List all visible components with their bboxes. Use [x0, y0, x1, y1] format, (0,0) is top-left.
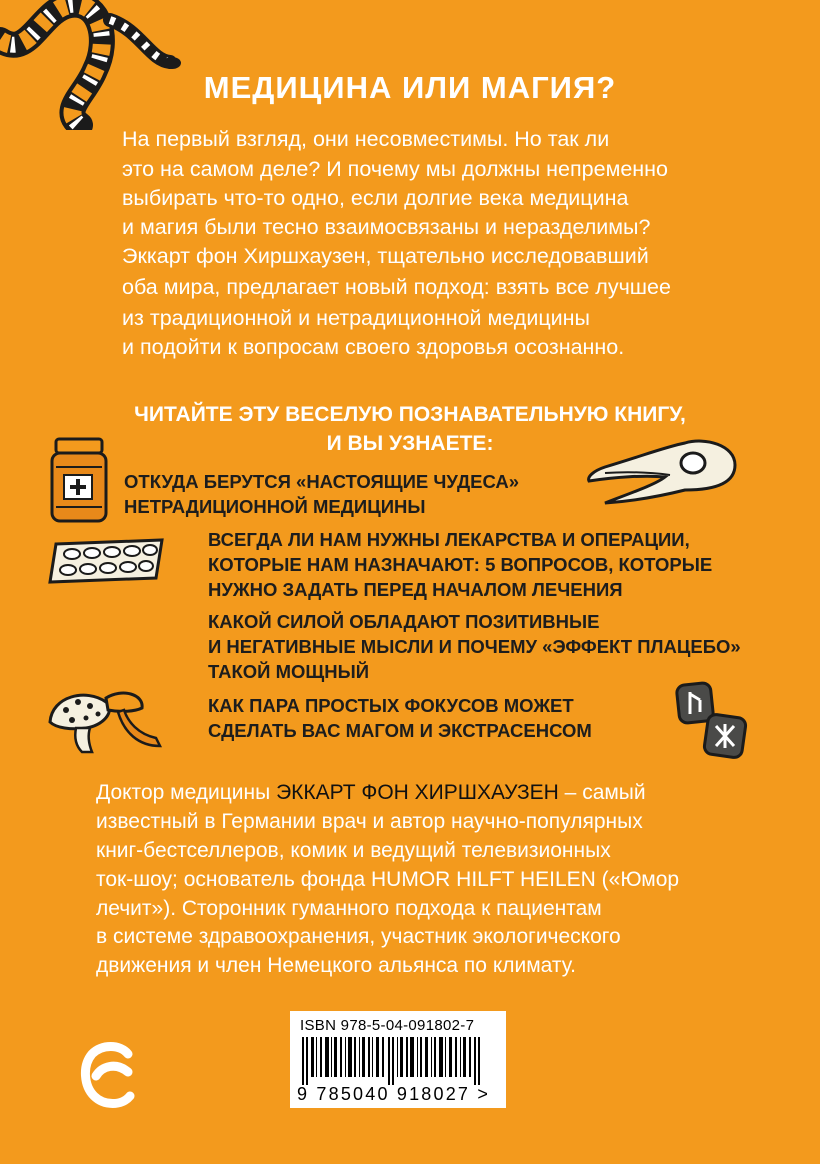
publisher-logo-icon — [80, 1040, 140, 1110]
barcode-digits: 9 785040 918027 > — [297, 1084, 491, 1104]
intro-line: из традиционной и нетрадиционной медицины — [122, 306, 590, 330]
bio-line: движения и член Немецкого альянса по климату. — [96, 954, 576, 977]
isbn-label: ISBN 978-5-04-091802-7 — [300, 1017, 475, 1034]
feature-item — [208, 527, 712, 602]
author-name: ЭККАРТ ФОН ХИРШХАУЗЕН — [276, 781, 559, 804]
feature-line: НУЖНО ЗАДАТЬ ПЕРЕД НАЧАЛОМ ЛЕЧЕНИЯ — [208, 579, 623, 600]
intro-line: и магия были тесно взаимосвязаны и неразделимы? — [122, 215, 651, 239]
subtitle-line: И ВЫ УЗНАЕТЕ: — [326, 432, 494, 455]
feature-line: ВСЕГДА ЛИ НАМ НУЖНЫ ЛЕКАРСТВА И ОПЕРАЦИИ, — [208, 529, 690, 550]
bio-line: ток-шоу; основатель фонда HUMOR HILFT HEILEN («Юмор — [96, 868, 680, 891]
feature-line: НЕТРАДИЦИОННОЙ МЕДИЦИНЫ — [124, 496, 426, 517]
bio-line: известный в Германии врач и автор научно-популярных — [96, 810, 643, 833]
barcode-bars — [300, 1037, 500, 1085]
intro-line: Эккарт фон Хиршхаузен, тщательно исследовавший — [122, 244, 649, 268]
bird-skull-icon — [585, 435, 740, 510]
feature-line: ОТКУДА БЕРУТСЯ «НАСТОЯЩИЕ ЧУДЕСА» — [124, 471, 520, 492]
intro-line: это на самом деле? И почему мы должны непременно — [122, 157, 669, 181]
feature-line: СДЕЛАТЬ ВАС МАГОМ И ЭКСТРАСЕНСОМ — [208, 720, 592, 741]
bio-line: в системе здравоохранения, участник экологического — [96, 925, 621, 948]
pill-bottle-icon — [48, 437, 110, 525]
feature-item — [208, 693, 592, 743]
intro-line: выбирать что-то одно, если долгие века медицина — [122, 186, 629, 210]
pill-blister-icon — [46, 538, 166, 584]
feature-line: КОТОРЫЕ НАМ НАЗНАЧАЮТ: 5 ВОПРОСОВ, КОТОРЫЕ — [208, 554, 713, 575]
snake-icon — [0, 0, 190, 130]
bio-text: Доктор медицины — [96, 781, 277, 804]
bio-line: книг-бестселлеров, комик и ведущий телевизионных — [96, 839, 611, 862]
intro-line: оба мира, предлагает новый подход: взять все лучшее — [122, 275, 671, 299]
feature-item — [124, 469, 519, 519]
bio-line — [96, 780, 646, 806]
feature-item — [208, 609, 741, 684]
intro-line: и подойти к вопросам своего здоровья осознанно. — [122, 335, 625, 359]
bio-line: лечит»). Сторонник гуманного подхода к пациентам — [96, 897, 602, 920]
feature-line: КАК ПАРА ПРОСТЫХ ФОКУСОВ МОЖЕТ — [208, 695, 574, 716]
feature-line: И НЕГАТИВНЫЕ МЫСЛИ И ПОЧЕМУ «ЭФФЕКТ ПЛАЦЕБО» — [208, 636, 741, 657]
feature-line: КАКОЙ СИЛОЙ ОБЛАДАЮТ ПОЗИТИВНЫЕ — [208, 611, 600, 632]
feature-line: ТАКОЙ МОЩНЫЙ — [208, 661, 370, 682]
mushrooms-icon — [46, 682, 166, 754]
page-heading: МЕДИЦИНА ИЛИ МАГИЯ? — [203, 70, 617, 105]
bio-text: – самый — [558, 781, 646, 804]
intro-line: На первый взгляд, они несовместимы. Но так ли — [122, 127, 610, 151]
subtitle-line: ЧИТАЙТЕ ЭТУ ВЕСЕЛУЮ ПОЗНАВАТЕЛЬНУЮ КНИГУ, — [134, 403, 686, 426]
rune-stones-icon — [670, 680, 752, 764]
